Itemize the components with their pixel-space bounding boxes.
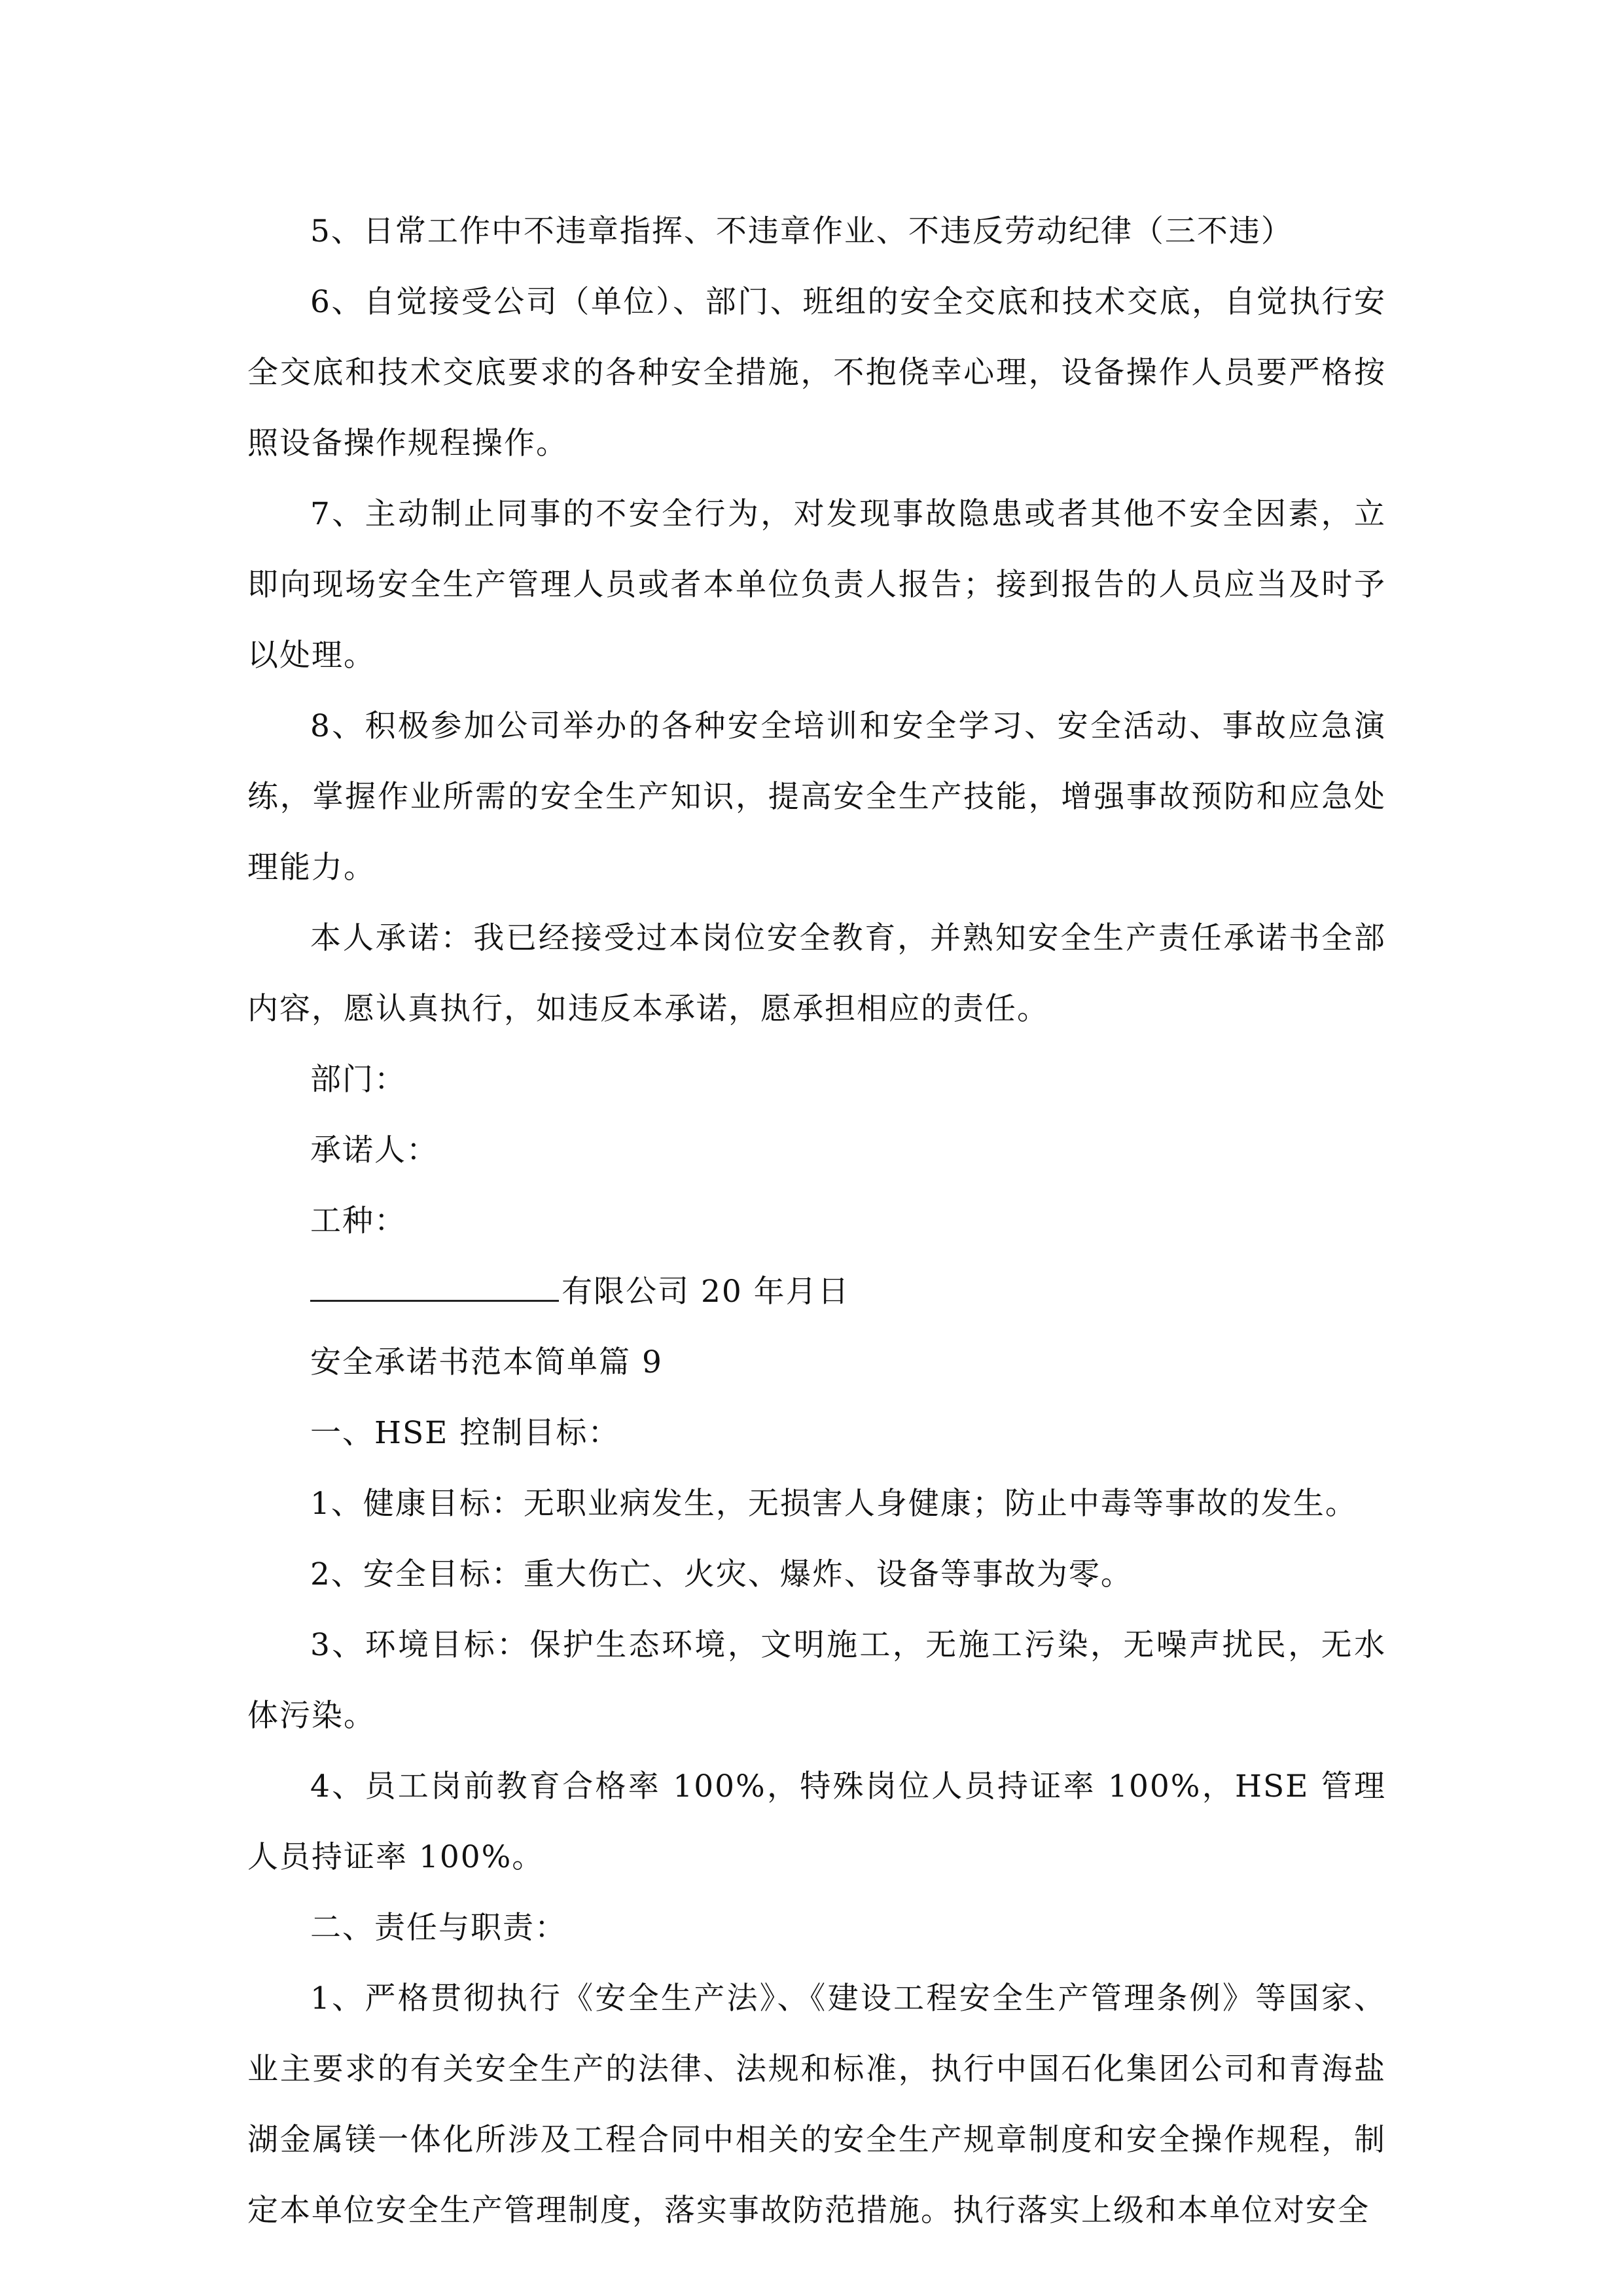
document-body (247, 196, 1386, 2246)
paragraph-item-7: 7、主动制止同事的不安全行为，对发现事故隐患或者其他不安全因素，立即向现场安全生产管理人员或者本单位负责人报告；接到报告的人员应当及时予以处理。 (247, 496, 1386, 673)
section-title: 安全承诺书范本简单篇 9 (310, 1344, 663, 1380)
responsibility-item-1: 1、严格贯彻执行《安全生产法》、《建设工程安全生产管理条例》等国家、业主要求的有关安全生产的法律、法规和标准，执行中国石化集团公司和青海盐湖金属镁一体化所涉及工程合同中相关的安全生产规章制度和安全操作规程，制定本单位安全生产管理制度，落实事故防范措施。执行落实上级和本单位对安全 (247, 1981, 1386, 2229)
company-date-text: 有限公司 20 年月日 (562, 1274, 850, 1310)
field-department: 部门： (310, 1062, 406, 1098)
paragraph-item-6: 6、自觉接受公司（单位）、部门、班组的安全交底和技术交底，自觉执行安全交底和技术交底要求的各种安全措施，不抱侥幸心理，设备操作人员要严格按照设备操作规程操作。 (247, 284, 1386, 461)
company-date-line (247, 1257, 1386, 1327)
field-promisor: 承诺人： (310, 1132, 438, 1168)
company-name-blank (310, 1270, 559, 1302)
paragraph-item-8: 8、积极参加公司举办的各种安全培训和安全学习、安全活动、事故应急演练，掌握作业所需的安全生产知识，提高安全生产技能，增强事故预防和应急处理能力。 (247, 708, 1386, 886)
target-certification: 4、员工岗前教育合格率 100%，特殊岗位人员持证率 100%，HSE 管理人员持证率 100%。 (247, 1768, 1386, 1875)
field-job-type: 工种： (310, 1203, 406, 1239)
target-environment: 3、环境目标：保护生态环境，文明施工，无施工污染，无噪声扰民，无水体污染。 (247, 1627, 1386, 1734)
target-safety: 2、安全目标：重大伤亡、火灾、爆炸、设备等事故为零。 (310, 1556, 1133, 1592)
target-health: 1、健康目标：无职业病发生，无损害人身健康；防止中毒等事故的发生。 (310, 1486, 1357, 1522)
heading-responsibilities: 二、责任与职责： (310, 1910, 567, 1946)
paragraph-item-5: 5、日常工作中不违章指挥、不违章作业、不违反劳动纪律（三不违） (310, 213, 1293, 249)
paragraph-commitment: 本人承诺：我已经接受过本岗位安全教育，并熟知安全生产责任承诺书全部内容，愿认真执行，如违反本承诺，愿承担相应的责任。 (247, 920, 1386, 1027)
heading-hse-targets: 一、HSE 控制目标： (310, 1415, 620, 1451)
